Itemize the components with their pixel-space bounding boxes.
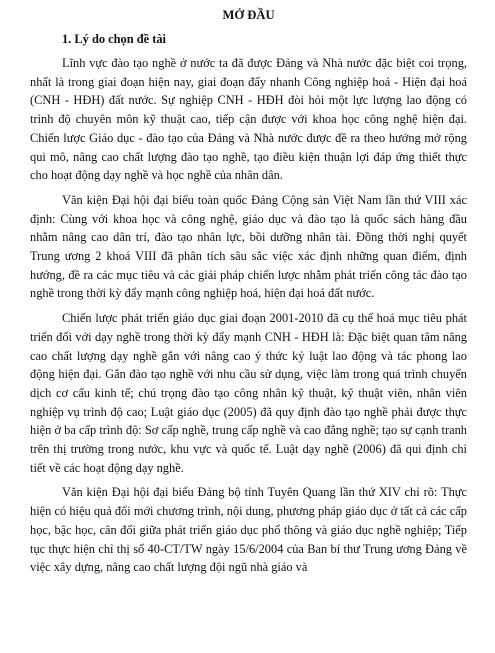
paragraph-2: Văn kiện Đại hội đại biểu toàn quốc Đảng Cộng sản Việt Nam lần thứ VIII xác định: Cùng với khoa học và công nghệ, giáo dục và đào tạo là quốc sách hàng đầu nhằm nâng cao dân trí, đào tạo nhân lực, bồi dưỡng nhân tài. Đồng thời nghị quyết Trung ương 2 khoá VIII đã phân tích sâu sắc việc xác định những quan điểm, định hướng, đề ra các mục tiêu và các giải pháp chiến lược nhằm phát triển công tác đào tạo nghề trong thời kỳ đẩy mạnh công nghiệp hoá, hiện đại hoá đất nước. <box>30 192 467 301</box>
paragraph-4: Văn kiện Đại hội đại biểu Đảng bộ tỉnh Tuyên Quang lần thứ XIV chỉ rõ: Thực hiện có hiệu quả đổi mới chương trình, nội dung, phương pháp giáo dục ở tất cả các cấp học, bậc học, cân đối giữa phát triển giáo dục phổ thông và giáo dục nghề nghiệp; Tiếp tục thực hiện chỉ thị số 40-CT/TW ngày 15/6/2004 của Ban bí thư Trung ương Đảng về việc xây dựng, nâng cao chất lượng đội ngũ nhà giáo và <box>30 485 467 575</box>
paragraph-1: Lĩnh vực đào tạo nghề ở nước ta đã được Đảng và Nhà nước đặc biệt coi trọng, nhất là trong giai đoạn hiện nay, giai đoạn đẩy nhanh Công nghiệp hoá - Hiện đại hoá (CNH - HĐH) đất nước. Sự nghiệp CNH - HĐH đòi hỏi một lực lượng lao động có trình độ chuyên môn kỹ thuật cao, tiếp cận được với khoa học công nghệ hiện đại. Chiến lược Giáo dục - đào tạo của Đảng và Nhà nước được đề ra theo hướng mở rộng qui mô, nâng cao chất lượng đào tạo nghề, tạo điều kiện thuận lợi đáp ứng thiết thực cho hoạt động dạy nghề và học nghề của nhân dân. <box>30 56 467 183</box>
section-heading: 1. Lý do chọn đề tài <box>62 32 166 46</box>
paragraph-3: Chiến lược phát triển giáo dục giai đoạn 2001-2010 đã cụ thể hoá mục tiêu phát triển đối với dạy nghề trong thời kỳ đẩy mạnh CNH - HĐH là: Đặc biệt quan tâm nâng cao chất lượng dạy nghề gắn với nâng cao ý thức kỷ luật lao động và tác phong lao động hiện đại. Gắn đào tạo nghề với nhu cầu sử dụng, việc làm trong quá trình chuyển dịch cơ cấu kinh tế; chú trọng đào tạo công nhân kỹ thuật, kỹ thuật viên, nhân viên nghiệp vụ trình độ cao; Luật giáo dục (2005) đã quy định đào tạo nghề phải được thực hiện ở ba cấp trình độ: Sơ cấp nghề, trung cấp nghề và cao đẳng nghề; tạo sự cạnh tranh trên thị trường trong nước, khu vực và quốc tế. Luật dạy nghề (2006) đã qui định chi tiết về các hoạt động dạy nghề. <box>30 311 467 475</box>
page-title: MỞ ĐẦU <box>222 8 275 22</box>
